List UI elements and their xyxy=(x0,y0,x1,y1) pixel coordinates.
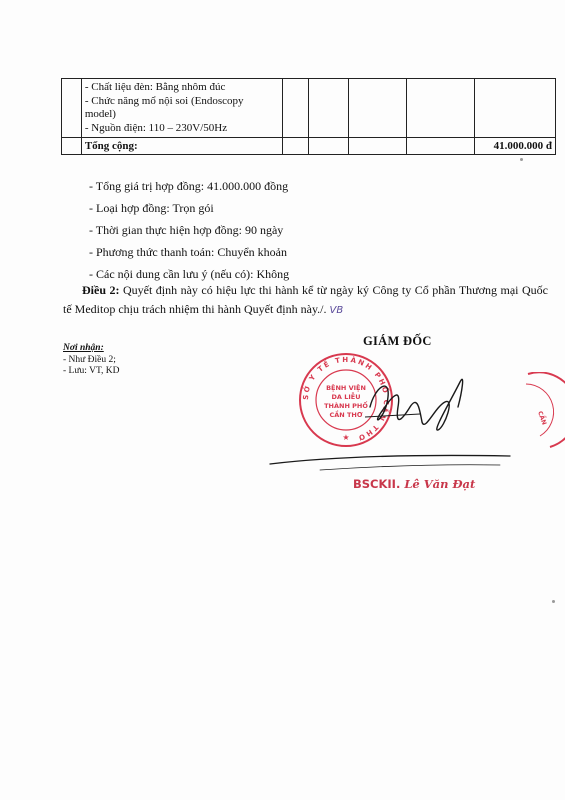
scan-speck xyxy=(520,158,523,161)
summary-item: - Loại hợp đồng: Trọn gói xyxy=(89,201,214,215)
signer-title: BSCKII. xyxy=(353,477,401,491)
summary-item: - Thời gian thực hiện hợp đồng: 90 ngày xyxy=(89,223,284,237)
article-label: Điều 2: xyxy=(82,283,120,297)
svg-text:★: ★ xyxy=(342,433,350,442)
table-cell xyxy=(309,79,349,138)
total-value: 41.000.000 đ xyxy=(475,138,556,155)
recipient-item: - Như Điều 2; xyxy=(63,354,116,365)
initials-mark: VB xyxy=(329,305,344,316)
stamp-ring-text: SỞ Y TẾ THÀNH PHỐ CẦN THƠ xyxy=(301,355,391,443)
spec-cell xyxy=(81,79,282,138)
recipients-title: Nơi nhận: xyxy=(63,343,104,353)
total-row xyxy=(62,138,556,155)
article-text: Quyết định này có hiệu lực thi hành kể từ ngày ký Công ty Cổ phần Thương mại Quốc tế Meditop chịu trách nhiệm thi hành Quyết định này./. xyxy=(63,283,548,316)
table-row xyxy=(62,79,556,138)
partial-stamp-icon xyxy=(520,372,565,452)
table-cell xyxy=(348,138,406,155)
items-table xyxy=(61,78,556,155)
spec-line: - Nguồn điện: 110 – 230V/50Hz xyxy=(84,121,228,134)
contract-summary xyxy=(89,178,289,288)
table-cell xyxy=(475,79,556,138)
spec-line: - Chức năng mổ nội soi (Endoscopy xyxy=(84,94,244,107)
table-cell xyxy=(282,138,309,155)
summary-item: - Các nội dung cần lưu ý (nếu có): Không xyxy=(89,267,290,281)
signature-mark xyxy=(260,352,520,482)
signer-position: GIÁM ĐỐC xyxy=(363,334,432,348)
table-cell xyxy=(309,138,349,155)
scan-speck xyxy=(552,600,555,603)
summary-item: - Phương thức thanh toán: Chuyển khoản xyxy=(89,245,287,259)
article-2 xyxy=(63,281,548,320)
summary-item: - Tổng giá trị hợp đồng: 41.000.000 đồng xyxy=(89,179,289,193)
spec-line: model) xyxy=(84,108,116,120)
signer-name xyxy=(353,477,475,491)
table-cell xyxy=(62,79,82,138)
table-cell xyxy=(62,138,82,155)
stamp-line: CẦN THƠ xyxy=(329,411,363,419)
stamp-line: THÀNH PHỐ xyxy=(324,402,368,410)
table-cell xyxy=(282,79,309,138)
recipient-item: - Lưu: VT, KD xyxy=(63,366,120,376)
total-label: Tổng cộng: xyxy=(81,138,282,155)
table-cell xyxy=(407,138,475,155)
table-cell xyxy=(348,79,406,138)
spec-line: - Chất liệu đèn: Bằng nhôm đúc xyxy=(84,81,226,93)
svg-text:CẦN: CẦN xyxy=(536,410,548,426)
recipients-block xyxy=(63,343,120,378)
stamp-line: BỆNH VIỆN xyxy=(326,384,366,392)
table-cell xyxy=(407,79,475,138)
signer-full-name: Lê Văn Đạt xyxy=(404,477,476,491)
stamp-line: DA LIỄU xyxy=(331,393,361,401)
